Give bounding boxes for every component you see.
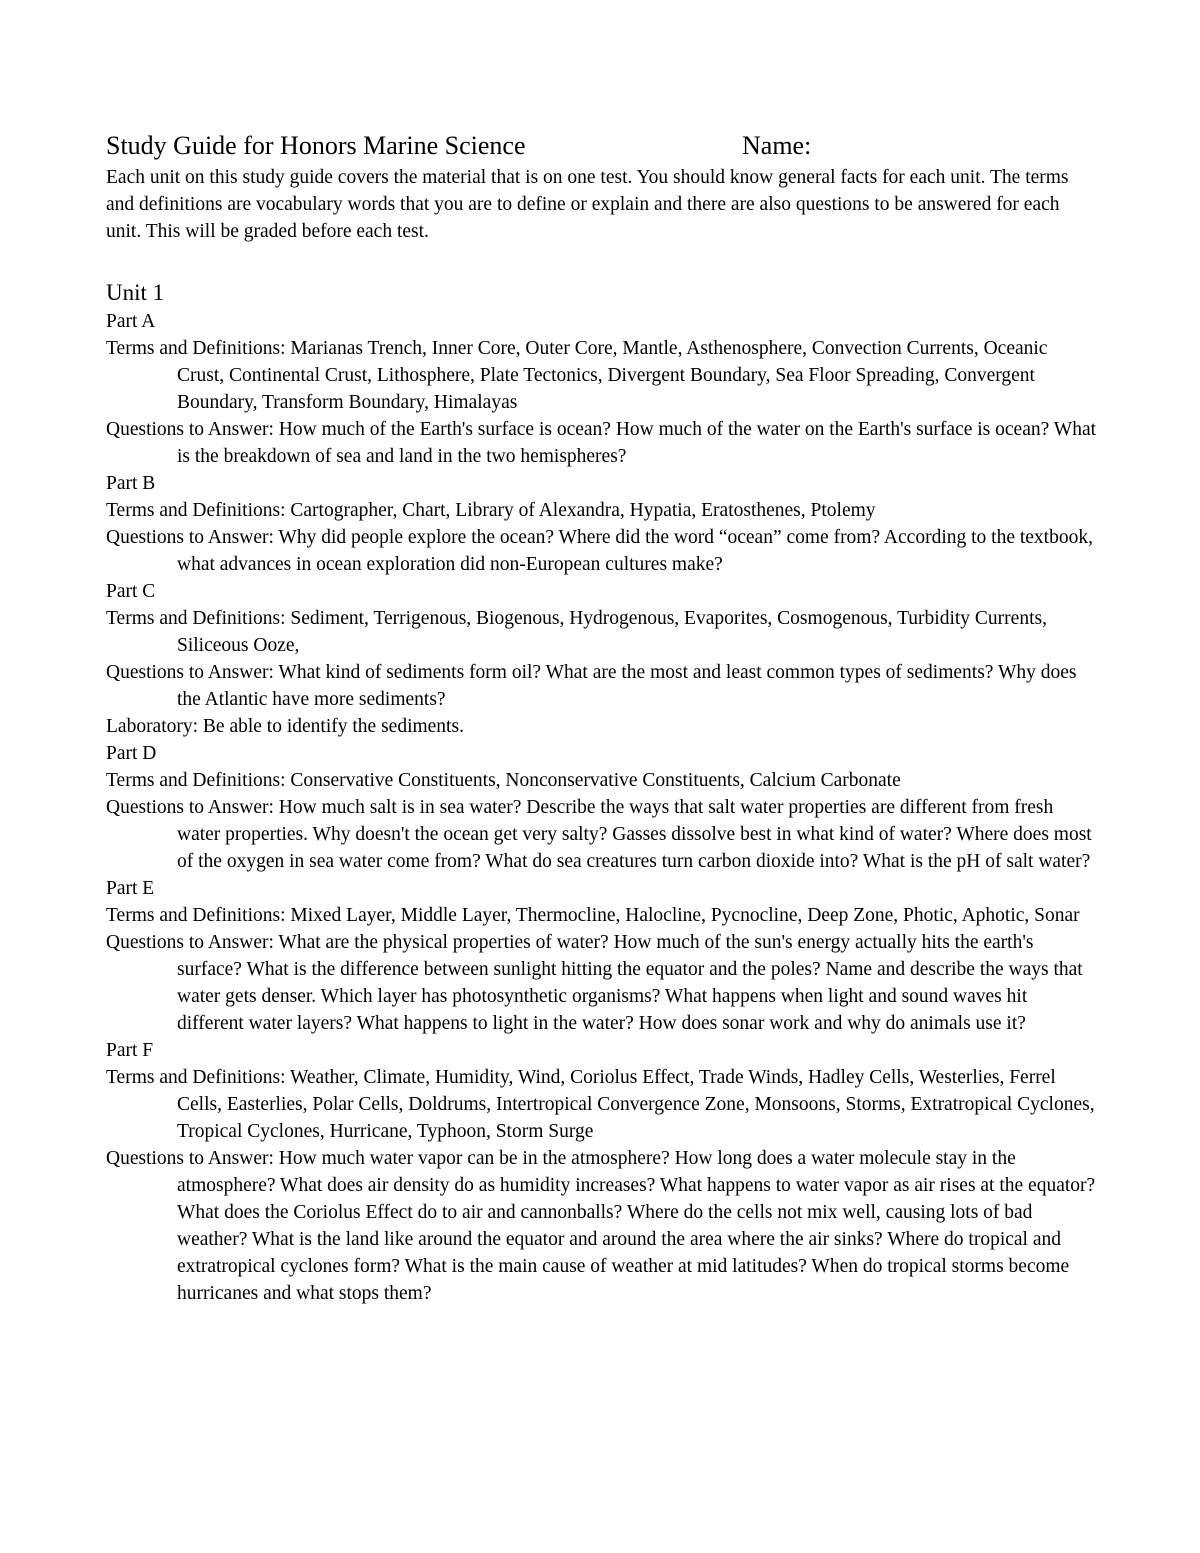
part-section — [106, 308, 1098, 470]
part-entry: Questions to Answer: How much salt is in sea water? Describe the ways that salt water properties are different from fresh water properties. Why doesn't the ocean get very salty? Gasses dissolve best in what kind of water? Where does most of the oxygen in sea water come from? What do sea creatures turn carbon dioxide into? What is the pH of salt water? — [106, 797, 1092, 872]
part-heading: Part A — [106, 311, 156, 332]
unit-heading: Unit 1 — [106, 280, 165, 305]
intro-paragraph: Each unit on this study guide covers the material that is on one test. You should know general facts for each unit. The terms and definitions are vocabulary words that you are to define or explain and there are also questions to be answered for each unit. This will be graded before each test. — [106, 167, 1069, 242]
part-heading: Part B — [106, 473, 156, 494]
part-entry: Terms and Definitions: Marianas Trench, Inner Core, Outer Core, Mantle, Asthenosphere, Convection Currents, Oceanic Crust, Continental Crust, Lithosphere, Plate Tectonics, Divergent Boundary, Sea Floor Spreading, Convergent Boundary, Transform Boundary, Himalayas — [106, 338, 1048, 413]
part-heading: Part F — [106, 1040, 154, 1061]
part-heading: Part D — [106, 743, 157, 764]
part-entry: Terms and Definitions: Conservative Constituents, Nonconservative Constituents, Calcium Carbonate — [106, 770, 901, 791]
part-section — [106, 875, 1098, 1037]
study-guide-page — [106, 128, 1098, 1307]
part-entry: Questions to Answer: Why did people explore the ocean? Where did the word “ocean” come from? According to the textbook, what advances in ocean exploration did non-European cultures make? — [106, 527, 1093, 575]
part-entry: Terms and Definitions: Weather, Climate, Humidity, Wind, Coriolus Effect, Trade Winds, Hadley Cells, Westerlies, Ferrel Cells, Easterlies, Polar Cells, Doldrums, Intertropical Convergence Zone, Monsoons, Storms, Extratropical Cyclones, Tropical Cyclones, Hurricane, Typhoon, Storm Surge — [106, 1067, 1095, 1142]
spacer — [106, 245, 1098, 272]
part-entry: Terms and Definitions: Mixed Layer, Middle Layer, Thermocline, Halocline, Pycnocline, Deep Zone, Photic, Aphotic, Sonar — [106, 905, 1080, 926]
part-entry: Terms and Definitions: Cartographer, Chart, Library of Alexandra, Hypatia, Eratosthenes, Ptolemy — [106, 500, 876, 521]
part-section — [106, 740, 1098, 875]
part-section — [106, 1037, 1098, 1307]
document-title: Study Guide for Honors Marine Science — [106, 131, 526, 160]
part-entry: Questions to Answer: What kind of sediments form oil? What are the most and least common types of sediments? Why does the Atlantic have more sediments? — [106, 662, 1077, 710]
part-section — [106, 470, 1098, 578]
part-section — [106, 578, 1098, 740]
part-entry: Questions to Answer: How much water vapor can be in the atmosphere? How long does a water molecule stay in the atmosphere? What does air density do as humidity increases? What happens to water vapor as air rises at the equator? What does the Coriolus Effect do to air and cannonballs? Where do the cells not mix well, causing lots of bad weather? What is the land like around the equator and around the area where the air sinks? Where do tropical and extratropical cyclones form? What is the main cause of weather at mid latitudes? When do tropical storms become hurricanes and what stops them? — [106, 1148, 1096, 1304]
name-label: Name: — [742, 131, 812, 160]
part-entry: Laboratory: Be able to identify the sediments. — [106, 716, 464, 737]
part-entry: Questions to Answer: What are the physical properties of water? How much of the sun's energy actually hits the earth's surface? What is the difference between sunlight hitting the equator and the poles? Name and describe the ways that water gets denser. Which layer has photosynthetic organisms? What happens when light and sound waves hit different water layers? What happens to light in the water? How does sonar work and why do animals use it? — [106, 932, 1083, 1034]
part-entry: Terms and Definitions: Sediment, Terrigenous, Biogenous, Hydrogenous, Evaporites, Cosmogenous, Turbidity Currents, Siliceous Ooze, — [106, 608, 1047, 656]
part-heading: Part C — [106, 581, 156, 602]
title-row — [106, 128, 1098, 164]
parts-list — [106, 308, 1098, 1307]
part-heading: Part E — [106, 878, 155, 899]
part-entry: Questions to Answer: How much of the Earth's surface is ocean? How much of the water on the Earth's surface is ocean? What is the breakdown of sea and land in the two hemispheres? — [106, 419, 1097, 467]
